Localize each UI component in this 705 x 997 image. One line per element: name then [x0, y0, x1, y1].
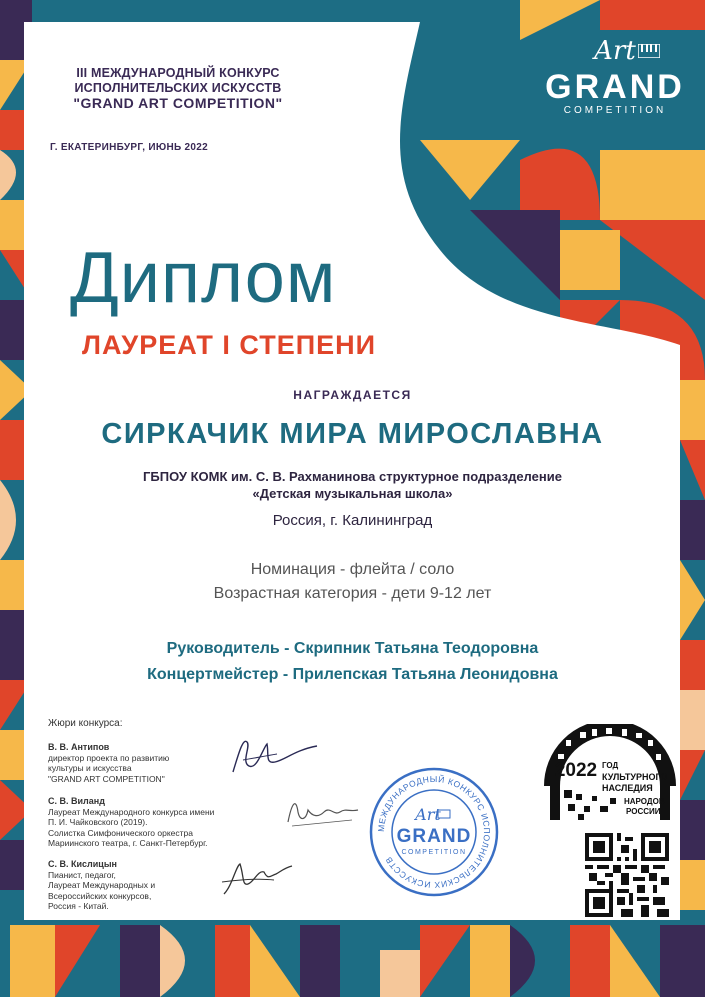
qr-code[interactable] [585, 833, 669, 917]
diploma-title: Диплом [70, 238, 337, 318]
juror-name: С. В. Виланд [48, 796, 105, 806]
juror-2: С. В. Виланд Лауреат Международного конкурса имени П. И. Чайковского (2019). Солистка Симфонического оркестра Мариинского театра, г. Санкт-Петербург. [48, 796, 278, 849]
awarded-label: НАГРАЖДАЕТСЯ [293, 388, 412, 402]
juror-1: В. В. Антипов директор проекта по развитию культуры и искусства "GRAND ART COMPETITION" [48, 742, 278, 784]
city-date: Г. ЕКАТЕРИНБУРГ, ИЮНЬ 2022 [50, 142, 208, 153]
signature-viland [282, 792, 362, 832]
accompanist: Концертмейстер - Прилепская Татьяна Леонидовна [147, 666, 558, 683]
badge-word-3: НАСЛЕДИЯ [602, 783, 653, 793]
signature-antipov [225, 732, 325, 780]
stamp-ring-text: МЕЖДУНАРОДНЫЙ КОНКУРС ИСПОЛНИТЕЛЬСКИХ ИСКУССТВ [375, 773, 493, 891]
leaders-block [0, 636, 705, 688]
badge-year: 2022 [554, 760, 598, 781]
age-category: Возрастная категория - дети 9-12 лет [213, 585, 492, 602]
organization-line-1: ГБПОУ КОМК им. С. В. Рахманинова структурное подразделение [143, 469, 562, 484]
stamp-script: Art [415, 805, 441, 824]
organization-line-2: «Детская музыкальная школа» [252, 486, 453, 501]
official-stamp [368, 766, 500, 898]
juror-name: С. В. Кислицын [48, 859, 117, 869]
badge-word-5: РОССИИ [626, 807, 661, 816]
laureate-degree: ЛАУРЕАТ I СТЕПЕНИ [82, 330, 377, 360]
contest-line-2: ИСПОЛНИТЕЛЬСКИХ ИСКУССТВ [74, 81, 282, 95]
heritage-emblem-icon [540, 724, 680, 824]
nomination: Номинация - флейта / соло [250, 561, 455, 578]
badge-word-2: КУЛЬТУРНОГО [602, 772, 668, 782]
contest-line-1: III МЕЖДУНАРОДНЫЙ КОНКУРС [76, 66, 280, 80]
nomination-block [0, 558, 705, 606]
contest-title [48, 66, 308, 111]
grand-art-logo [540, 36, 690, 116]
piano-keys-icon [638, 44, 660, 58]
juror-3: С. В. Кислицын Пианист, педагог, Лауреат Международных и Всероссийских конкурсов, Россия - Китай. [48, 859, 278, 912]
culture-heritage-year-badge [540, 724, 680, 824]
badge-word-4: НАРОДОВ [624, 797, 665, 806]
logo-script: Art [540, 36, 690, 70]
juror-name: В. В. Антипов [48, 742, 110, 752]
organization [0, 468, 705, 502]
badge-word-1: ГОД [602, 761, 619, 770]
qr-code-icon [585, 833, 669, 917]
logo-sub: COMPETITION [563, 105, 667, 116]
contest-line-3: "GRAND ART COMPETITION" [73, 95, 283, 111]
logo-brand: GRAND [545, 68, 685, 106]
recipient-name: СИРКАЧИК МИРА МИРОСЛАВНА [101, 418, 604, 450]
stamp-brand: GRAND [396, 826, 472, 847]
country-city: Россия, г. Калининград [272, 512, 433, 529]
signature-kislitsyn [218, 856, 298, 900]
jury-title: Жюри конкурса: [48, 718, 123, 729]
stamp-seal-icon [368, 766, 500, 898]
stamp-sub: COMPETITION [401, 849, 467, 856]
leader: Руководитель - Скрипник Татьяна Теодоровна [166, 640, 539, 657]
